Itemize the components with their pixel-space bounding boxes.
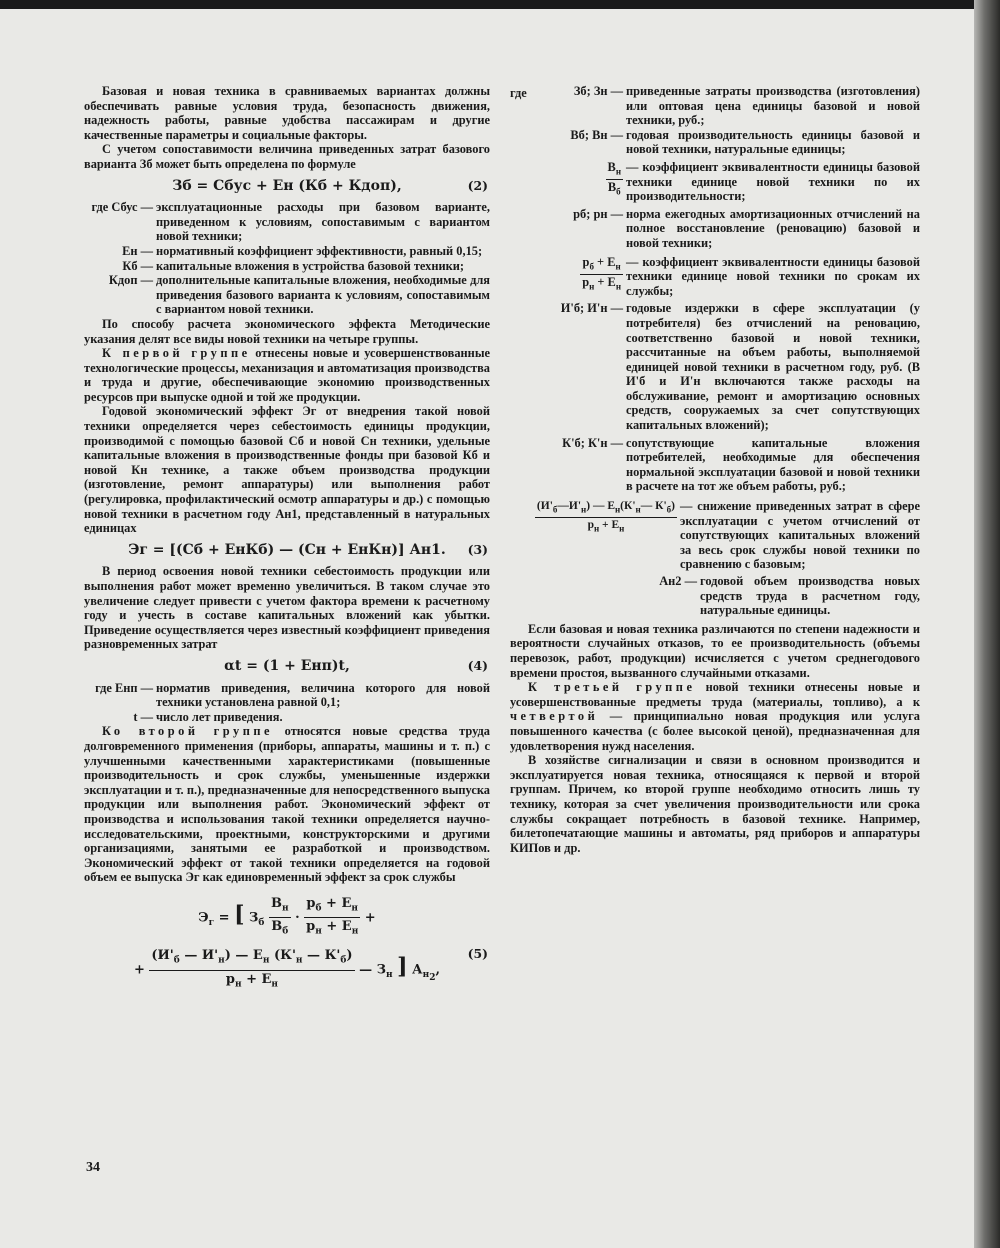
definition-text: дополнительные капитальные вложения, необходимые для приведения базового варианта к условиям, сопоставимым с вариантом новой техники.: [156, 273, 490, 317]
formula-text: αt = (1 + Енп)t,: [224, 657, 350, 674]
definition: [84, 273, 490, 317]
definition-text: капитальные вложения в устройства базовой техники;: [156, 258, 465, 273]
definition: [84, 200, 490, 244]
spaced-heading: четвертой: [510, 709, 599, 724]
definition-symbol: рб; рн —: [573, 206, 623, 221]
definition-text: норматив приведения, величина которого для новой техники установлена равной 0,1;: [156, 680, 490, 710]
formula-5-line-2: + $\frac{(И'_б — И'_н) — Е_н (К'_н — К'_б)}{р_н + Е_н}$ — $З_н$ ] $А_{н_2}$,: [84, 947, 490, 993]
definition: [84, 259, 490, 274]
paragraph: [510, 680, 920, 753]
definition: [510, 301, 920, 432]
definition: [510, 207, 920, 251]
definition-text: число лет приведения.: [156, 709, 283, 724]
spaced-heading: К третьей группе: [528, 680, 696, 695]
spaced-heading: Ко второй группе: [102, 724, 273, 739]
definition-text: нормативный коэффициент эффективности, равный 0,15;: [156, 243, 483, 258]
formula-4: [84, 659, 490, 674]
definition-text: сопутствующие капитальные вложения потребителей, необходимые для обеспечения нормальной эксплуатации базовой и новой техники в расчете на тот же объем работы, руб.;: [626, 435, 920, 494]
definition-text: годовая производительность единицы базовой и новой техники, натуральные единицы;: [626, 127, 920, 157]
definition-text: — коэффициент эквивалентности единицы базовой техники единице новой техники по их производительности;: [626, 159, 920, 204]
left-column: [84, 84, 490, 1000]
definition-symbol: Вб; Вн —: [570, 127, 623, 142]
definition-symbol: Зб; Зн —: [573, 84, 623, 98]
paragraph: Базовая и новая техника в сравниваемых вариантах должны обеспечивать равные условия труда, безопасность движения, надежность работы, равные удобства пассажирам и другие качественные параметры и социальные факторы.: [84, 84, 490, 142]
definition-symbol: Ен —: [122, 243, 153, 258]
paragraph: [84, 724, 490, 885]
definition: [84, 710, 490, 725]
fraction: $\frac{В_н}{В_б}$: [270, 895, 289, 938]
definition-symbol: t —: [133, 709, 153, 724]
definition-text: норма ежегодных амортизационных отчислений на полное восстановление (реновацию) базовой и новой техники;: [626, 206, 920, 250]
definition: [510, 84, 920, 128]
definition-text: приведенные затраты производства (изготовления) или оптовая цена единицы базовой и новой техники, руб.;: [626, 84, 920, 128]
formula-text: Эг = [(Сб + ЕнКб) — (Сн + ЕнКн)] Ан1.: [128, 541, 446, 558]
paragraph-text: — принципиально новая продукция или услуга повышенного качества (с более высокой ценой), предназначенная для удовлетворения нужд населения.: [510, 709, 920, 753]
definition: [510, 255, 920, 299]
right-column: [510, 84, 920, 855]
definition-symbol: где Сбус —: [91, 200, 153, 215]
fraction: $\frac{(И'_б — И'_н) — Е_н (К'_н — К'_б)}{р_н + Е_н}$: [151, 948, 353, 990]
definition-symbol-fraction: $\frac{р_б + Е_н}{р_н + Е_н}$: [582, 254, 621, 292]
paragraph: В период освоения новой техники себестоимость продукции или выполнения работ может временно увеличиться. В таком случае это увеличение следует привести с учетом фактора времени к расчетному году и учесть в составе капитальных вложений как убытки. Приведение осуществляется через известный коэффициент приведения разновременных затрат: [84, 564, 490, 652]
paragraph: Годовой экономический эффект Эг от внедрения такой новой техники определяется через себестоимость единицы продукции, производимой с помощью базовой Сб и новой Сн техники, удельные капитальные вложения в производственные фонды при базовой Кб и новой Кн технике, а также объем производства продукции (изготовление, ремонт аппаратуры) или выполнения работ (регулировка, профилактический осмотр аппаратуры и др.) с помощью новой техники в расчетном году Ан1, представленный в натуральных единицах: [84, 404, 490, 536]
formula-5-line-1: $Э_г$ = [ $З_б$ $\frac{В_н}{В_б}$ · $\frac{р_б + Е_н}{р_н + Е_н}$ +: [84, 895, 490, 941]
definition: [84, 681, 490, 710]
scan-right-edge: [974, 0, 1000, 1248]
paragraph: В хозяйстве сигнализации и связи в основном производится и эксплуатируется новая техника, относящаяся к первой и второй группам. Причем, ко второй группе необходимо относить лишь ту технику, которая за счет увеличения производительности или срока службы сокращает потребность в базовой технике. Например, билетопечатающие машины и автоматы, ряд приборов и аппаратуры КИПов и др.: [510, 753, 920, 855]
definition-symbol-fraction: $\frac{В_н}{В_б}$: [607, 159, 621, 197]
paragraph-text: отнесены новые и усовершенствованные технологические процессы, механизация и автоматизация производства и труда и другие, обеспечивающие экономию производственных ресурсов при выпуске одной и той же продукции.: [84, 346, 490, 404]
definition-symbol: Кдоп —: [108, 273, 153, 288]
definition-symbol: Ан2 —: [659, 574, 697, 588]
where-label: где: [510, 86, 527, 100]
definition-symbol: где Енп —: [95, 680, 153, 695]
definition-symbol: И'б; И'н —: [560, 301, 623, 316]
paragraph: С учетом сопоставимости величина приведенных затрат базового варианта Зб может быть определена по формуле: [84, 142, 490, 171]
paragraph: По способу расчета экономического эффекта Методические указания делят все виды новой техники на четыре группы.: [84, 316, 490, 346]
definition-text: годовой объем производства новых средств труда в расчетном году, натуральные единицы.: [700, 574, 920, 618]
definition-text: — снижение приведенных затрат в сфере эксплуатации с учетом отчислений от сопутствующих капитальных вложений за весь срок службы новой техники по сравнению с базовым;: [680, 499, 920, 572]
definition: [84, 244, 490, 259]
formula-3: [84, 543, 490, 558]
definition: [510, 574, 920, 618]
fraction: $\frac{р_б + Е_н}{р_н + Е_н}$: [306, 895, 359, 938]
definition-symbol-fraction: $\frac{(И'_б—И'_н) — Е_н(К'_н— К'_б)}{р_н + Е_н}$: [536, 500, 675, 534]
definition: [510, 128, 920, 157]
definition-text: эксплуатационные расходы при базовом варианте, приведенном к условиям, сопоставимым с вариантом новой техники;: [156, 200, 490, 244]
scan-top-border: [0, 0, 1000, 9]
paragraph: Если базовая и новая техника различаются по степени надежности и вероятности случайных отказов, то ее производительность (объемы перевозок, работ, продукции) исчисляется с учетом среднегодового времени простоя, вызванного случайными отказами.: [510, 621, 920, 680]
paragraph-text: относятся новые средства труда долговременного применения (приборы, аппараты, машины и т. п.) с улучшенными качественными характеристиками (повышенные производительность и срок службы, уменьшенные издержки эксплуатации и т. п.), предназначенные для непосредственного выпуска продукции или выполнения работ. Экономический эффект от производства и использования такой техники определяется научно-исследовательскими, проектными, конструкторскими и другими организациями, занятыми ее разработкой и производством. Экономический эффект от такой техники определяется на годовой объем ее выпуска Эг как единовременный эффект за срок службы: [84, 724, 491, 885]
formula-number: (3): [467, 541, 488, 557]
definition-text: годовые издержки в сфере эксплуатации (у потребителя) без отчислений на реновацию, соответственно базовой и новой техники, рассчитанные на объем работы, выполняемой единицей новой техники в расчетном году, руб. (В И'б и И'н включаются также расходы на обслуживание, ремонт и амортизацию основных средств, сооружаемых за счет сопутствующих капитальных вложений);: [626, 301, 920, 433]
paragraph: [84, 346, 490, 404]
page-number: 34: [86, 1160, 100, 1175]
formula-5: [84, 895, 490, 993]
definition-symbol: Кб —: [122, 258, 153, 273]
definition: [510, 499, 920, 572]
paragraph-text: новой техники отнесены новые и усовершенствованные предметы труда (материалы, топливо), а к: [510, 680, 920, 709]
definition-symbol: К'б; К'н —: [562, 435, 623, 450]
definition-text: — коэффициент эквивалентности единицы базовой техники единице новой техники по срокам их службы;: [626, 254, 920, 298]
formula-number: (2): [467, 177, 488, 193]
definition: [510, 436, 920, 494]
spaced-heading: К первой группе: [102, 346, 251, 361]
formula-2: [84, 179, 490, 194]
formula-text: Зб = Сбус + Ен (Кб + Кдоп),: [172, 177, 402, 194]
formula-number: (4): [467, 657, 488, 673]
definition: [510, 160, 920, 204]
formula-number: (5): [467, 945, 488, 961]
